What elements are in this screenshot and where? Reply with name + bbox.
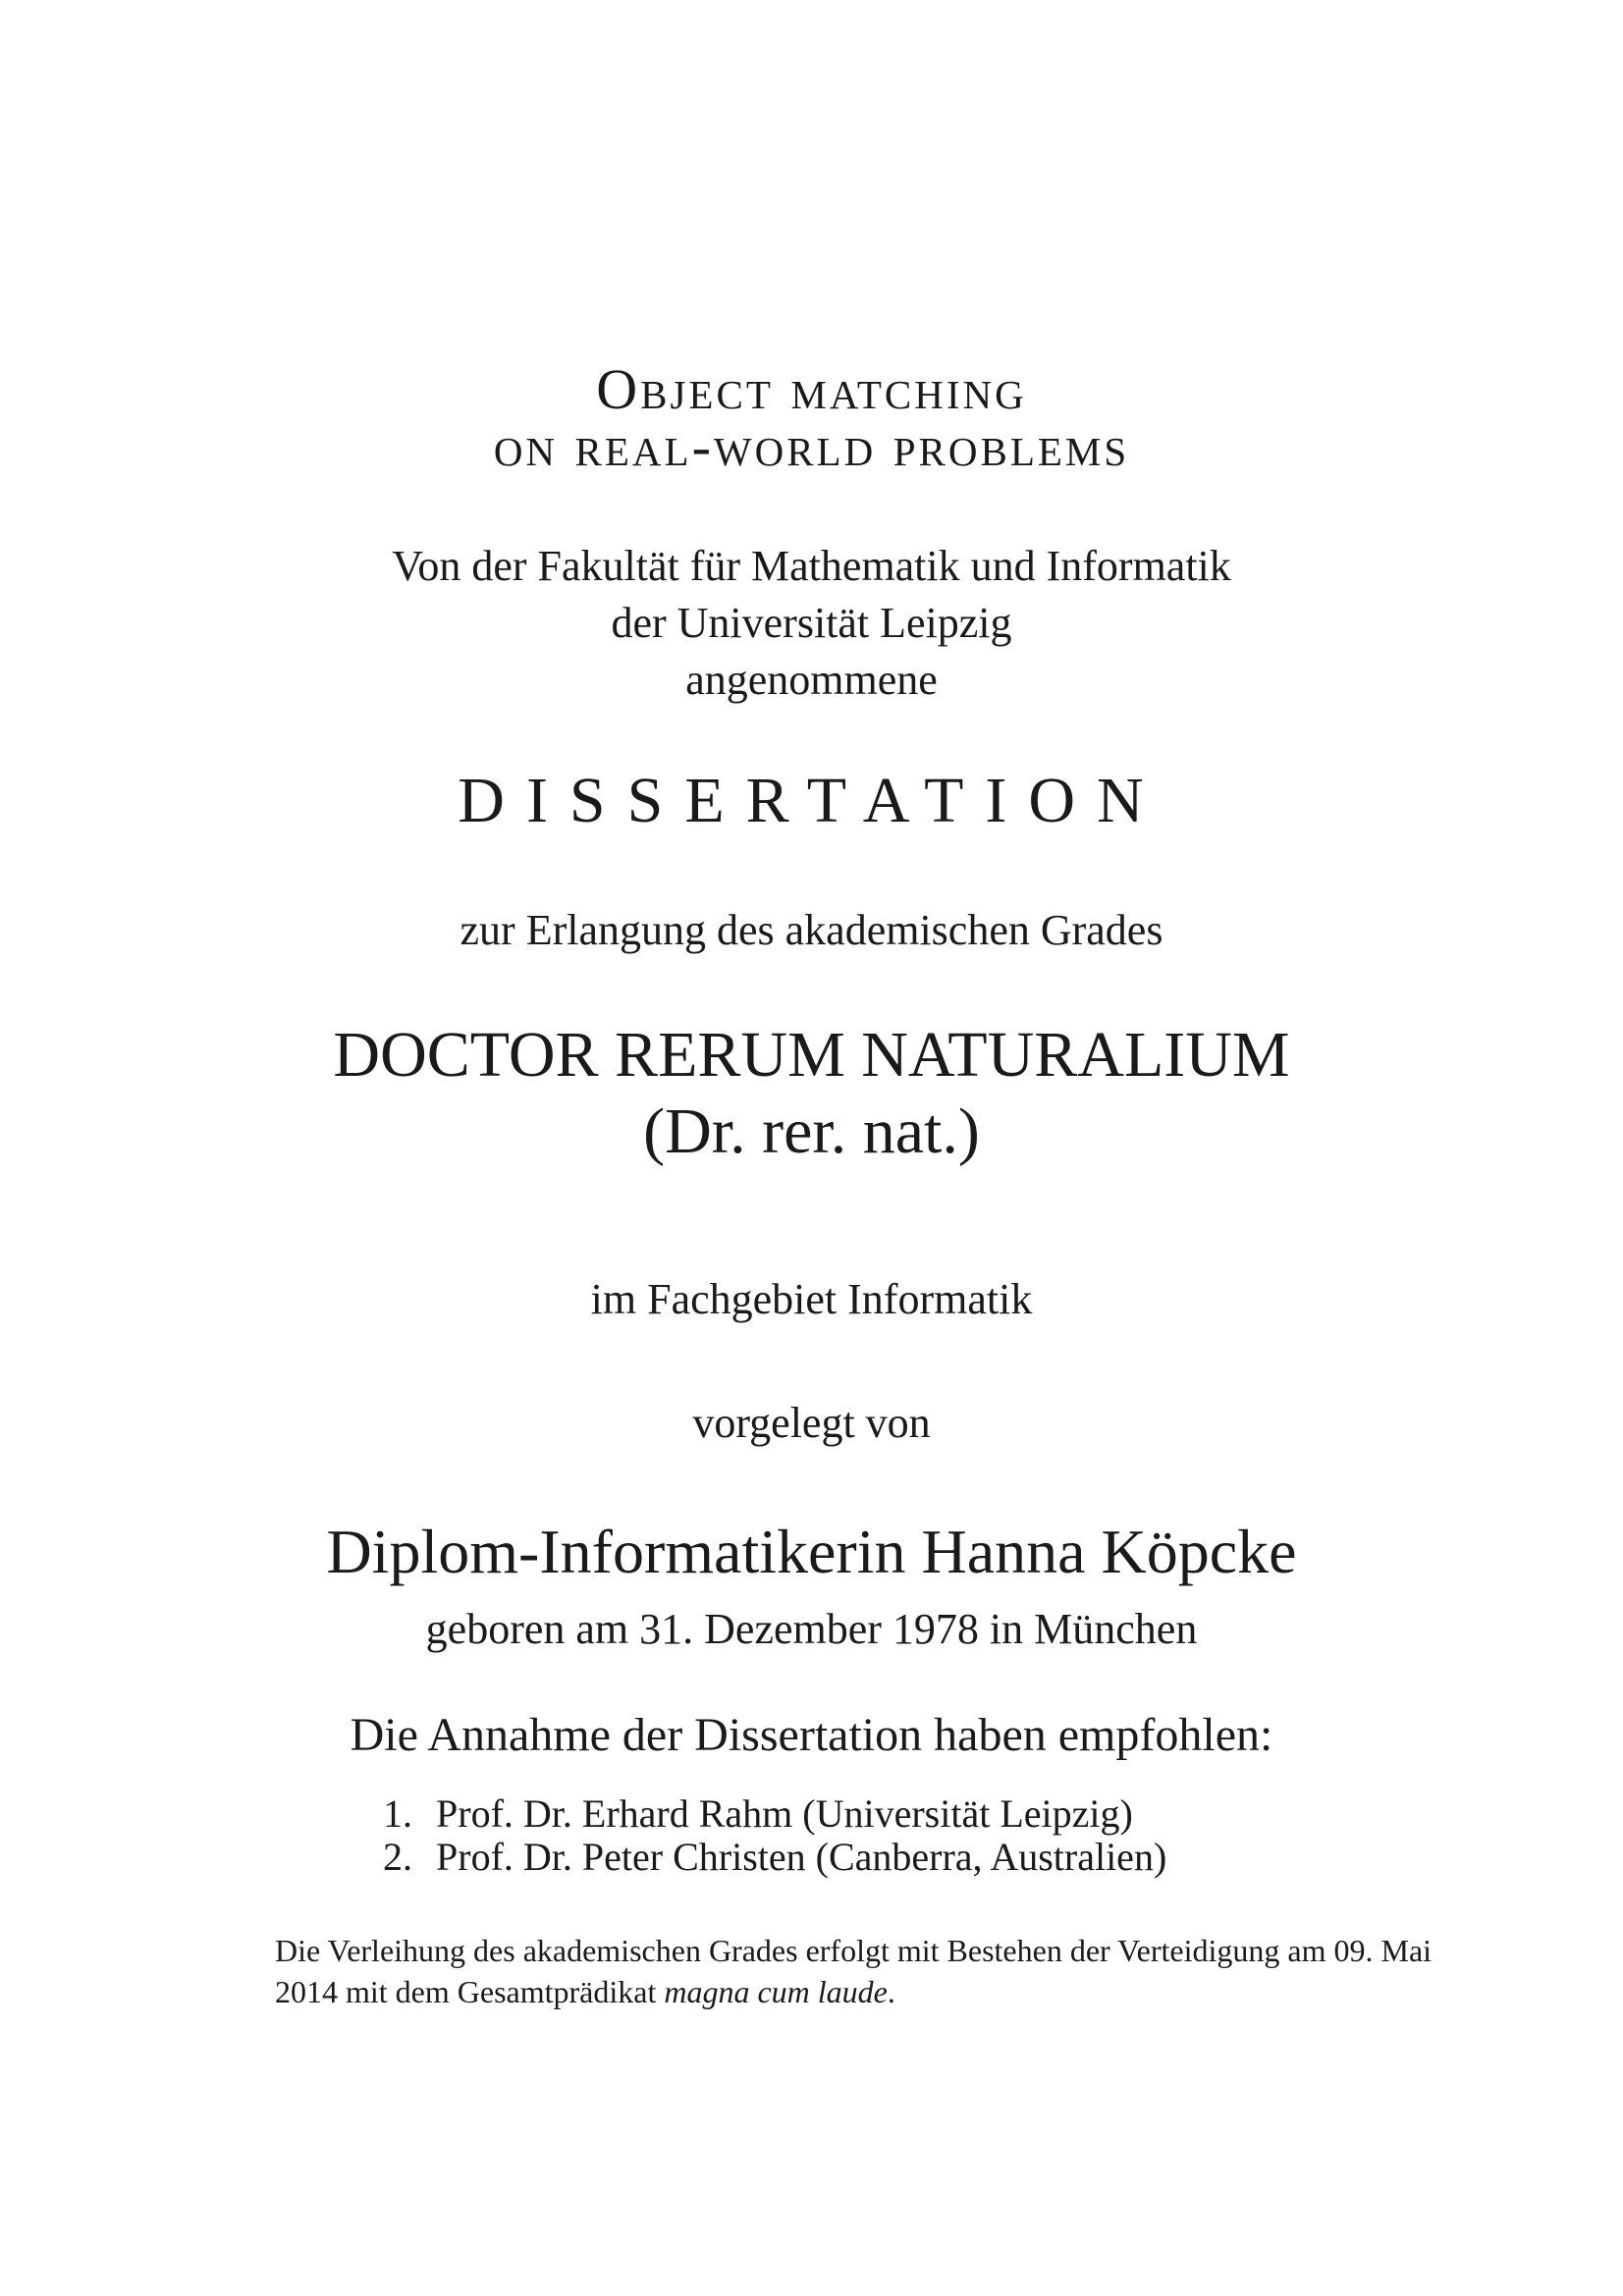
- faculty-statement: [0, 538, 1623, 709]
- submitted-by: vorgelegt von: [692, 1399, 931, 1447]
- reviewer-number: 2.: [383, 1835, 412, 1879]
- field-of-study: im Fachgebiet Informatik: [590, 1275, 1033, 1323]
- faculty-line-3: angenommene: [685, 656, 938, 704]
- faculty-line-2: der Universität Leipzig: [611, 599, 1012, 647]
- conferral-note: [275, 1930, 1453, 2012]
- degree-abbreviation: (Dr. rer. nat.): [643, 1095, 980, 1167]
- conferral-grade: magna cum laude: [664, 1974, 888, 2009]
- author-name: Diplom-Informatikerin Hanna Köpcke: [326, 1517, 1297, 1586]
- degree-purpose: zur Erlangung des akademischen Grades: [460, 906, 1163, 954]
- conferral-text: Die Verleihung des akademischen Grades erfolgt mit Bestehen der Verteidigung am 09. Mai 2014 mit dem Gesamtprädikat: [275, 1933, 1433, 2009]
- reviewers-list: [383, 1792, 1166, 1879]
- reviewers-heading: Die Annahme der Dissertation haben empfohlen:: [350, 1709, 1273, 1761]
- degree-block: [0, 1017, 1623, 1170]
- conferral-end: .: [887, 1974, 895, 2009]
- reviewer-item: [383, 1792, 1166, 1836]
- faculty-line-1: Von der Fakultät für Mathematik und Informatik: [392, 542, 1231, 590]
- reviewer-number: 1.: [383, 1791, 412, 1836]
- reviewer-text: Prof. Dr. Erhard Rahm (Universität Leipzig): [436, 1791, 1133, 1836]
- thesis-title: [0, 357, 1623, 478]
- thesis-title-line-2: on real-world problems: [493, 414, 1130, 478]
- reviewer-item: [383, 1836, 1166, 1879]
- degree-name: DOCTOR RERUM NATURALIUM: [333, 1019, 1290, 1091]
- document-type: DISSERTATION: [458, 765, 1165, 836]
- thesis-title-line-1: Object matching: [596, 357, 1027, 421]
- author-birth: geboren am 31. Dezember 1978 in München: [425, 1605, 1198, 1653]
- reviewer-text: Prof. Dr. Peter Christen (Canberra, Australien): [436, 1835, 1167, 1879]
